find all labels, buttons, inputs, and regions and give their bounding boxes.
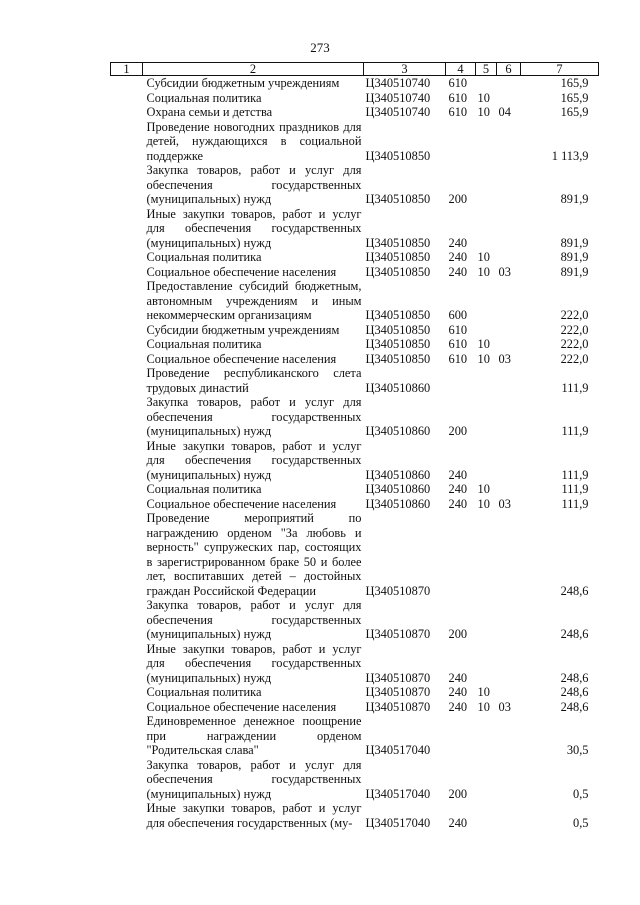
row-number-cell [111, 120, 143, 164]
column-header-2: 2 [143, 63, 364, 76]
item-name-cell: Социальное обеспечение населения [146, 496, 337, 511]
item-name-cell: Единовременное денежное поощрение при награждении орденом "Родительская слава" [146, 714, 362, 757]
section-cell: 10 [477, 351, 490, 366]
subsection-cell: 03 [498, 264, 511, 279]
amount-cell: 111,9 [561, 482, 589, 496]
expense-type-cell [446, 714, 476, 758]
subsection-cell [497, 685, 521, 700]
amount-cell: 248,6 [560, 583, 589, 598]
amount-cell: 222,0 [560, 337, 589, 351]
section-cell [476, 366, 497, 395]
table-row [111, 758, 599, 802]
table-row [111, 207, 599, 251]
item-name-cell: Социальная политика [146, 685, 262, 699]
section-cell [476, 714, 497, 758]
target-article-cell: Ц340510850 [365, 192, 431, 206]
table-row [111, 482, 599, 497]
section-cell [476, 801, 497, 830]
item-name-cell: Предоставление субсидий бюджетным, автономным учреждениям и иным некоммерческим организациям [146, 279, 362, 322]
table-row [111, 439, 599, 483]
table-body [111, 76, 599, 831]
table-row [111, 120, 599, 164]
row-number-cell [111, 323, 143, 338]
expense-type-cell: 200 [448, 192, 468, 206]
target-article-cell: Ц340510740 [365, 90, 431, 105]
subsection-cell [497, 163, 521, 207]
target-article-cell: Ц340510740 [365, 105, 431, 119]
expense-type-cell: 610 [448, 76, 468, 90]
amount-cell: 248,6 [560, 670, 589, 685]
section-cell [476, 279, 497, 323]
target-article-cell: Ц340510850 [365, 351, 431, 366]
subsection-cell [497, 207, 521, 251]
section-cell [476, 642, 497, 686]
table-row [111, 700, 599, 715]
row-number-cell [111, 91, 143, 106]
section-cell [476, 439, 497, 483]
subsection-cell: 03 [498, 699, 511, 714]
subsection-cell: 03 [498, 496, 511, 511]
target-article-cell: Ц340510870 [365, 583, 431, 598]
budget-table [110, 62, 599, 830]
column-header-7: 7 [521, 63, 599, 76]
row-number-cell [111, 482, 143, 497]
table-row [111, 323, 599, 338]
column-header-1: 1 [111, 63, 143, 76]
row-number-cell [111, 598, 143, 642]
table-row [111, 265, 599, 280]
subsection-cell [497, 279, 521, 323]
expense-type-cell: 240 [448, 467, 468, 482]
section-cell [476, 395, 497, 439]
amount-cell: 891,9 [560, 192, 589, 206]
amount-cell: 1 113,9 [551, 148, 589, 163]
table-row [111, 105, 599, 120]
expense-type-cell [446, 366, 476, 395]
expense-type-cell: 240 [448, 482, 468, 496]
target-article-cell: Ц340510850 [365, 250, 431, 264]
target-article-cell: Ц340517040 [365, 786, 431, 801]
table-row [111, 685, 599, 700]
column-header-4: 4 [446, 63, 476, 76]
expense-type-cell: 240 [448, 685, 468, 699]
subsection-cell [497, 482, 521, 497]
row-number-cell [111, 439, 143, 483]
item-name-cell: Субсидии бюджетным учреждениям [146, 322, 340, 337]
expense-type-cell: 610 [448, 351, 468, 366]
item-name-cell: Охрана семьи и детства [146, 105, 273, 119]
item-name-cell: Закупка товаров, работ и услуг для обеспечения государственных (муниципальных) нужд [146, 163, 362, 206]
section-cell: 10 [477, 699, 490, 714]
expense-type-cell [446, 511, 476, 598]
target-article-cell: Ц340510870 [365, 699, 431, 714]
subsection-cell [497, 76, 521, 91]
section-cell: 10 [477, 482, 490, 496]
section-cell: 10 [477, 90, 490, 105]
target-article-cell: Ц340510860 [365, 482, 431, 496]
target-article-cell: Ц340510850 [365, 264, 431, 279]
section-cell: 10 [477, 685, 490, 699]
page-number: 273 [310, 40, 330, 55]
table-row [111, 642, 599, 686]
amount-cell: 111,9 [561, 496, 589, 511]
table-row [111, 511, 599, 598]
table-row [111, 91, 599, 106]
row-number-cell [111, 642, 143, 686]
column-number-row [111, 63, 599, 76]
subsection-cell: 04 [498, 105, 511, 119]
expense-type-cell: 240 [448, 699, 468, 714]
subsection-cell [497, 642, 521, 686]
item-name-cell: Проведение республиканского слета трудовых династий [146, 366, 362, 395]
amount-cell: 248,6 [560, 627, 589, 641]
row-number-cell [111, 352, 143, 367]
item-name-cell: Иные закупки товаров, работ и услуг для обеспечения государственных (муниципальных) нужд [146, 206, 362, 250]
expense-type-cell: 200 [448, 424, 468, 438]
subsection-cell: 03 [498, 351, 511, 366]
subsection-cell [497, 120, 521, 164]
row-number-cell [111, 700, 143, 715]
item-name-cell: Социальное обеспечение населения [146, 351, 337, 366]
row-number-cell [111, 366, 143, 395]
table-row [111, 801, 599, 830]
amount-cell: 165,9 [560, 90, 589, 105]
item-name-cell: Проведение новогодних праздников для детей, нуждающихся в социальной поддержке [146, 119, 362, 163]
item-name-cell: Иные закупки товаров, работ и услуг для обеспечения государственных (муниципальных) нужд [146, 438, 362, 482]
target-article-cell: Ц340517040 [365, 815, 431, 830]
item-name-cell: Социальная политика [146, 337, 262, 351]
item-name-cell: Социальная политика [146, 250, 262, 264]
amount-cell: 222,0 [560, 308, 589, 322]
expense-type-cell: 240 [448, 264, 468, 279]
target-article-cell: Ц340510850 [365, 308, 431, 322]
amount-cell: 111,9 [561, 380, 589, 395]
item-name-cell: Социальное обеспечение населения [146, 264, 337, 279]
subsection-cell [497, 598, 521, 642]
row-number-cell [111, 163, 143, 207]
amount-cell: 222,0 [560, 351, 589, 366]
subsection-cell [497, 395, 521, 439]
subsection-cell [497, 250, 521, 265]
item-name-cell: Закупка товаров, работ и услуг для обеспечения государственных (муниципальных) нужд [146, 757, 362, 801]
expense-type-cell: 610 [448, 105, 468, 119]
row-number-cell [111, 76, 143, 91]
section-cell [476, 598, 497, 642]
amount-cell: 111,9 [561, 467, 589, 482]
row-number-cell [111, 395, 143, 439]
column-header-3: 3 [364, 63, 446, 76]
expense-type-cell: 610 [448, 337, 468, 351]
target-article-cell: Ц340510850 [365, 148, 431, 163]
row-number-cell [111, 758, 143, 802]
amount-cell: 0,5 [573, 786, 589, 801]
item-name-cell: Социальное обеспечение населения [146, 699, 337, 714]
table-header [111, 63, 599, 76]
row-number-cell [111, 279, 143, 323]
item-name-cell: Закупка товаров, работ и услуг для обеспечения государственных (муниципальных) нужд [146, 395, 362, 438]
subsection-cell [497, 714, 521, 758]
table-row [111, 714, 599, 758]
subsection-cell [497, 91, 521, 106]
column-header-6: 6 [497, 63, 521, 76]
subsection-cell [497, 801, 521, 830]
item-name-cell: Проведение мероприятий по награждению орденом "За любовь и верность" супружеских пар, состоящих в зарегистрированном браке 50 и более лет, воспитавших детей – достойных граждан Российской Федерации [146, 511, 362, 598]
section-cell [476, 163, 497, 207]
item-name-cell: Иные закупки товаров, работ и услуг для обеспечения государственных (муниципальных) нужд [146, 641, 362, 685]
table-row [111, 366, 599, 395]
table-row [111, 250, 599, 265]
target-article-cell: Ц340510860 [365, 424, 431, 438]
section-cell: 10 [477, 264, 490, 279]
subsection-cell [497, 511, 521, 598]
section-cell: 10 [477, 496, 490, 511]
target-article-cell: Ц340510860 [365, 380, 431, 395]
section-cell [476, 207, 497, 251]
amount-cell: 891,9 [560, 235, 589, 250]
subsection-cell [497, 758, 521, 802]
expense-type-cell: 610 [448, 90, 468, 105]
table-row [111, 395, 599, 439]
row-number-cell [111, 207, 143, 251]
row-number-cell [111, 714, 143, 758]
subsection-cell [497, 323, 521, 338]
amount-cell: 111,9 [561, 424, 589, 438]
expense-type-cell: 240 [448, 496, 468, 511]
item-name-cell: Социальная политика [146, 482, 262, 496]
target-article-cell: Ц340510860 [365, 467, 431, 482]
row-number-cell [111, 511, 143, 598]
target-article-cell: Ц340510870 [365, 627, 431, 641]
amount-cell: 891,9 [560, 264, 589, 279]
section-cell: 10 [477, 250, 490, 264]
row-number-cell [111, 105, 143, 120]
table-row [111, 352, 599, 367]
target-article-cell: Ц340510870 [365, 685, 431, 699]
target-article-cell: Ц340510850 [365, 235, 431, 250]
amount-cell: 165,9 [560, 76, 589, 90]
section-cell [476, 76, 497, 91]
amount-cell: 222,0 [560, 322, 589, 337]
table-row [111, 598, 599, 642]
expense-type-cell: 200 [448, 786, 468, 801]
section-cell [476, 120, 497, 164]
target-article-cell: Ц340510740 [365, 76, 431, 90]
subsection-cell [497, 439, 521, 483]
expense-type-cell: 610 [448, 322, 468, 337]
table-row [111, 497, 599, 512]
item-name-cell: Субсидии бюджетным учреждениям [146, 76, 340, 90]
section-cell [476, 758, 497, 802]
amount-cell: 248,6 [560, 685, 589, 699]
row-number-cell [111, 685, 143, 700]
subsection-cell [497, 337, 521, 352]
row-number-cell [111, 250, 143, 265]
target-article-cell: Ц340510850 [365, 322, 431, 337]
item-name-cell: Социальная политика [146, 90, 262, 105]
expense-type-cell: 600 [448, 308, 468, 322]
section-cell [476, 511, 497, 598]
row-number-cell [111, 497, 143, 512]
amount-cell: 248,6 [560, 699, 589, 714]
section-cell [476, 323, 497, 338]
row-number-cell [111, 265, 143, 280]
target-article-cell: Ц340510870 [365, 670, 431, 685]
table-row [111, 337, 599, 352]
row-number-cell [111, 337, 143, 352]
expense-type-cell: 200 [448, 627, 468, 641]
target-article-cell: Ц340510850 [365, 337, 431, 351]
column-header-5: 5 [476, 63, 497, 76]
expense-type-cell: 240 [448, 235, 468, 250]
amount-cell: 0,5 [573, 815, 589, 830]
expense-type-cell: 240 [448, 815, 468, 830]
amount-cell: 30,5 [566, 743, 589, 757]
item-name-cell: Закупка товаров, работ и услуг для обеспечения государственных (муниципальных) нужд [146, 598, 362, 641]
target-article-cell: Ц340510860 [365, 496, 431, 511]
amount-cell: 891,9 [560, 250, 589, 264]
table-row [111, 163, 599, 207]
expense-type-cell: 240 [448, 670, 468, 685]
section-cell: 10 [477, 105, 490, 119]
expense-type-cell: 240 [448, 250, 468, 264]
target-article-cell: Ц340517040 [365, 743, 431, 757]
item-name-cell: Иные закупки товаров, работ и услуг для обеспечения государственных (му- [146, 801, 362, 830]
subsection-cell [497, 366, 521, 395]
section-cell: 10 [477, 337, 490, 351]
expense-type-cell [446, 120, 476, 164]
amount-cell: 165,9 [560, 105, 589, 119]
table-row [111, 279, 599, 323]
table-row [111, 76, 599, 91]
row-number-cell [111, 801, 143, 830]
